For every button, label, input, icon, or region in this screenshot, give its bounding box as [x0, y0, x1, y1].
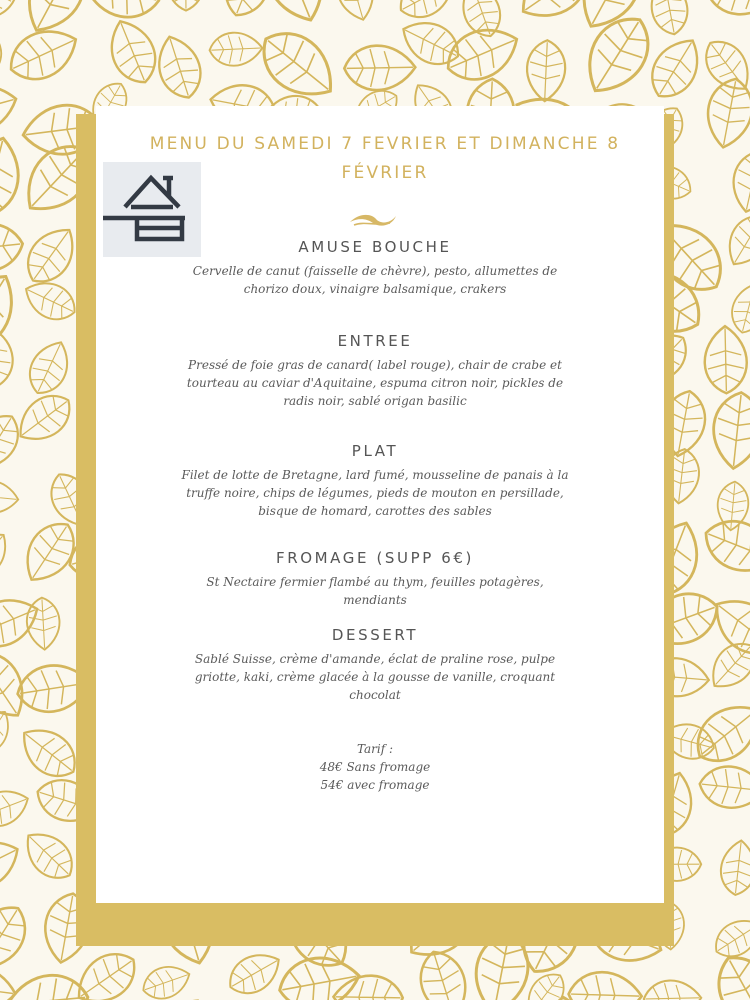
section-title: ENTREE: [337, 332, 413, 350]
section-description: Cervelle de canut (faisselle de chèvre), pesto, allumettes de chorizo doux, vinaigre balsamique, crakers: [192, 264, 558, 296]
section-amuse-bouche: [180, 238, 570, 298]
section-description: Filet de lotte de Bretagne, lard fumé, mousseline de panais à la truffe noire, chips de légumes, pieds de mouton en persillade, bisque de homard, carottes des sables: [181, 468, 569, 518]
tarif-block: [180, 740, 570, 794]
tarif-label: Tarif :: [356, 742, 394, 756]
section-title: AMUSE BOUCHE: [298, 238, 452, 256]
menu-title: MENU DU SAMEDI 7 FEVRIER ET DIMANCHE 8 FÉVRIER: [149, 134, 621, 183]
section-fromage: [180, 549, 570, 609]
section-title: FROMAGE (SUPP 6€): [275, 549, 475, 567]
gold-flourish-icon: [346, 210, 400, 230]
section-description: St Nectaire fermier flambé au thym, feuilles potagères, mendiants: [206, 575, 544, 607]
section-title: PLAT: [351, 442, 399, 460]
section-description: Sablé Suisse, crème d'amande, éclat de praline rose, pulpe griotte, kaki, crème glacée à la gousse de vanille, croquant chocolat: [194, 652, 556, 702]
section-plat: [180, 442, 570, 520]
section-entree: [180, 332, 570, 410]
tarif-line: 48€ Sans fromage: [319, 760, 431, 774]
tarif-line: 54€ avec fromage: [320, 778, 430, 792]
section-dessert: [180, 626, 570, 704]
section-title: DESSERT: [331, 626, 419, 644]
section-description: Pressé de foie gras de canard( label rouge), chair de crabe et tourteau au caviar d'Aquitaine, espuma citron noir, pickles de radis noir, sablé origan basilic: [186, 358, 564, 408]
